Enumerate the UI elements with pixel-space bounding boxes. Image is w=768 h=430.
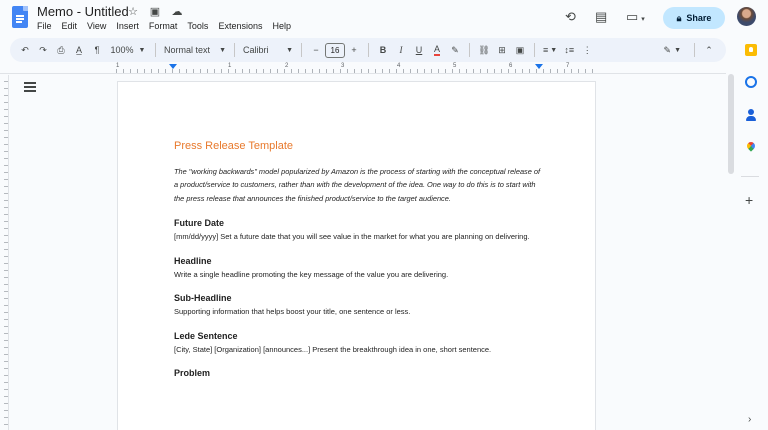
menu-edit[interactable]: Edit (61, 21, 78, 31)
star-icon[interactable]: ☆ (128, 6, 138, 18)
right-indent-marker[interactable] (535, 64, 543, 69)
divider (155, 43, 156, 57)
section-heading: Sub-Headline (174, 293, 232, 304)
line-spacing-icon[interactable]: ↕≡ (564, 45, 575, 55)
section-heading: Problem (174, 368, 211, 379)
add-comment-icon[interactable]: ⊞ (498, 44, 506, 55)
highlight-color-icon[interactable]: ✎ (451, 44, 459, 55)
menu-tools[interactable]: Tools (187, 21, 209, 31)
divider (534, 43, 535, 57)
font-select[interactable]: Calibri ▼ (243, 45, 293, 55)
divider (301, 43, 302, 57)
maps-icon[interactable] (745, 142, 757, 154)
redo-button[interactable]: ↷ (39, 44, 47, 55)
lock-icon: 🔒︎ (676, 12, 682, 23)
horizontal-ruler[interactable]: 1 1 2 3 4 5 6 7 (116, 64, 596, 73)
more-options-icon[interactable]: ⋮ (582, 44, 592, 55)
document-title[interactable]: Memo - Untitled (37, 4, 129, 19)
collapse-toolbar-icon[interactable]: ⌃ (705, 44, 713, 55)
section-body: [City, State] [Organization] [announces...] Present the breakthrough idea in one, short sentence. (174, 344, 492, 354)
section-body: Supporting information that helps boost your title, one sentence or less. (174, 307, 411, 317)
comments-icon[interactable]: ▤ (595, 9, 608, 24)
menu-insert[interactable]: Insert (116, 21, 139, 31)
divider (741, 176, 759, 177)
cloud-status-icon[interactable]: ☁ (171, 6, 183, 18)
move-to-folder-icon[interactable]: ▣ (149, 6, 161, 18)
divider (368, 43, 369, 57)
section-body: [mm/dd/yyyy] Set a future date that you will see value in the market for what you are planning on delivering. (174, 232, 530, 242)
insert-link-icon[interactable]: ⛓ (478, 44, 490, 55)
insert-image-icon[interactable]: ▣ (515, 44, 525, 55)
document-content[interactable] (174, 140, 544, 380)
account-avatar[interactable] (737, 7, 756, 26)
menu-format[interactable]: Format (148, 21, 178, 31)
decrease-font-size-button[interactable]: − (313, 45, 319, 55)
left-indent-marker[interactable] (169, 64, 177, 69)
tasks-icon[interactable] (745, 76, 757, 88)
menu-bar (37, 21, 291, 31)
docs-logo-icon[interactable] (12, 6, 28, 28)
editing-mode-icon[interactable]: ✎ ▼ (663, 44, 681, 55)
increase-font-size-button[interactable]: + (351, 45, 357, 55)
document-page[interactable] (117, 81, 596, 430)
font-size-input[interactable]: 16 (325, 43, 345, 58)
meet-icon[interactable]: ▭ ▾ (626, 9, 645, 24)
undo-button[interactable]: ↶ (21, 44, 29, 55)
menu-help[interactable]: Help (272, 21, 291, 31)
zoom-select[interactable]: 100% ▼ (110, 45, 146, 55)
print-icon[interactable]: ⎙ (57, 44, 65, 55)
divider (234, 43, 235, 57)
share-button[interactable]: 🔒︎ Share (663, 7, 725, 29)
get-add-ons-button[interactable]: + (745, 192, 754, 208)
menu-view[interactable]: View (87, 21, 107, 31)
intro-paragraph: The "working backwards" model popularized by Amazon is the process of starting with the conceptual release of a product/service to customers, rather than with the development of the idea. One way to do this is to start with the press release that announces the finished product/service to the target audience. (174, 167, 541, 203)
chevron-down-icon: ▼ (219, 46, 226, 54)
divider (469, 43, 470, 57)
paint-format-icon[interactable]: ¶ (94, 45, 100, 55)
contacts-icon[interactable] (745, 109, 757, 121)
align-icon[interactable]: ≡ ▼ (543, 45, 558, 55)
divider (694, 43, 695, 57)
chevron-down-icon: ▼ (138, 46, 146, 54)
italic-button[interactable]: I (399, 45, 403, 55)
formatting-toolbar (10, 38, 726, 62)
document-outline-icon[interactable] (24, 82, 36, 92)
ruler-baseline (0, 73, 726, 74)
paragraph-style-select[interactable]: Normal text ▼ (164, 45, 226, 55)
menu-file[interactable]: File (37, 21, 52, 31)
chevron-down-icon: ▼ (286, 46, 293, 54)
underline-button[interactable]: U (415, 45, 423, 55)
section-heading: Lede Sentence (174, 330, 238, 341)
version-history-icon[interactable]: ⟲ (565, 9, 576, 24)
section-heading: Future Date (174, 218, 225, 229)
text-color-button[interactable]: A (433, 44, 440, 54)
bold-button[interactable]: B (379, 45, 387, 55)
vertical-ruler[interactable] (0, 75, 9, 430)
document-heading: Press Release Template (174, 140, 294, 152)
title-bar (0, 0, 768, 36)
show-side-panel-button[interactable]: › (748, 414, 752, 425)
side-panel (731, 36, 768, 430)
section-body: Write a single headline promoting the key message of the value you are delivering. (174, 269, 449, 279)
keep-icon[interactable] (745, 44, 757, 56)
menu-extensions[interactable]: Extensions (218, 21, 263, 31)
spellcheck-icon[interactable]: A̲ (75, 45, 82, 55)
section-heading: Headline (174, 255, 212, 266)
